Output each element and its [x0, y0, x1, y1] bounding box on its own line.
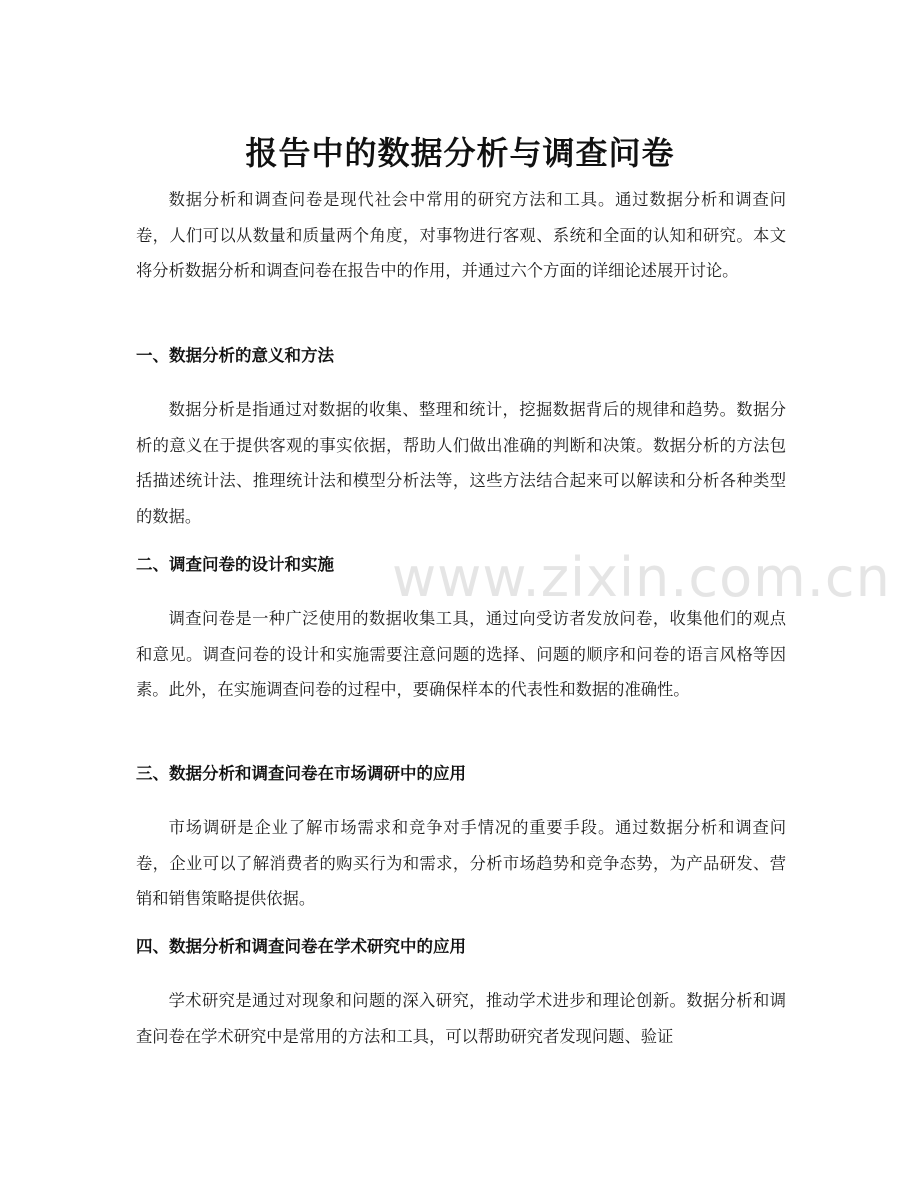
intro-paragraph: 数据分析和调查问卷是现代社会中常用的研究方法和工具。通过数据分析和调查问卷，人们可以从数量和质量两个角度，对事物进行客观、系统和全面的认知和研究。本文将分析数据分析和调查问卷在报告中的作用，并通过六个方面的详细论述展开讨论。 — [136, 190, 786, 280]
watermark: www.zixin.com.cn — [392, 546, 891, 609]
section-2-heading: 二、调查问卷的设计和实施 — [136, 555, 334, 574]
section-4-heading: 四、数据分析和调查问卷在学术研究中的应用 — [136, 937, 466, 956]
section-3-body: 市场调研是企业了解市场需求和竞争对手情况的重要手段。通过数据分析和调查问卷，企业可以了解消费者的购买行为和需求，分析市场趋势和竞争态势，为产品研发、营销和销售策略提供依据。 — [136, 818, 786, 908]
document-title: 报告中的数据分析与调查问卷 — [245, 134, 675, 173]
section-1-heading: 一、数据分析的意义和方法 — [136, 346, 334, 365]
section-3-heading: 三、数据分析和调查问卷在市场调研中的应用 — [136, 764, 466, 783]
section-2-body: 调查问卷是一种广泛使用的数据收集工具，通过向受访者发放问卷，收集他们的观点和意见。调查问卷的设计和实施需要注意问题的选择、问题的顺序和问卷的语言风格等因素。此外，在实施调查问卷的过程中，要确保样本的代表性和数据的准确性。 — [136, 609, 786, 699]
section-4-body: 学术研究是通过对现象和问题的深入研究，推动学术进步和理论创新。数据分析和调查问卷在学术研究中是常用的方法和工具，可以帮助研究者发现问题、验证 — [136, 991, 786, 1046]
section-1-body: 数据分析是指通过对数据的收集、整理和统计，挖掘数据背后的规律和趋势。数据分析的意义在于提供客观的事实依据，帮助人们做出准确的判断和决策。数据分析的方法包括描述统计法、推理统计法和模型分析法等，这些方法结合起来可以解读和分析各种类型的数据。 — [136, 400, 786, 526]
